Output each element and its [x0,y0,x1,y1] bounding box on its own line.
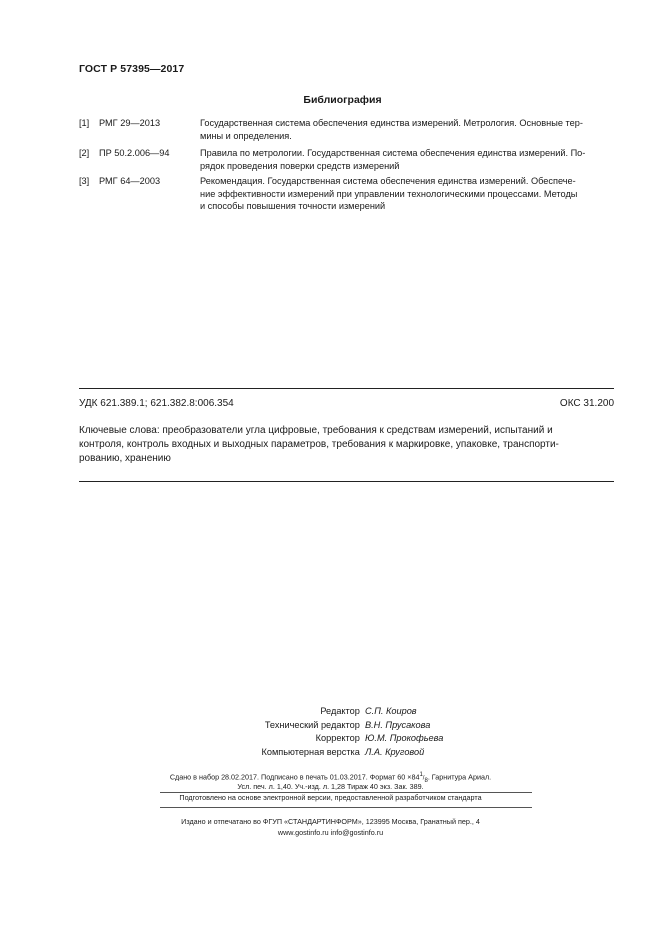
bibliography-title: Библиография [303,94,382,106]
format-superscript: 1 [419,772,423,778]
reference-code: ПР 50.2.006—94 [99,148,170,158]
staff-name: С.П. Кouров [365,706,417,716]
staff-role: Компьютерная верстка [261,746,360,757]
staff-credits [150,705,444,759]
reference-text-line: и способы повышения точности измерений [200,201,386,212]
divider [79,388,614,389]
reference-text-line: мины и определения. [200,130,292,141]
imprint-line: Усл. печ. л. 1,40. Уч.-изд. л. 1,28 Тираж 40 экз. Зак. 389. [237,782,424,791]
document-code: ГОСТ Р 57395—2017 [79,63,185,75]
divider [160,807,532,808]
format-subscript: 8 [424,777,428,784]
reference-text [200,147,614,172]
reference-code: РМГ 29—2013 [99,118,161,128]
reference-text-line: Правила по метрологии. Государственная система обеспечения единства измерений. По- [200,148,586,158]
reference-text [200,175,614,213]
imprint-text: Сдано в набор 28.02.2017. Подписано в печать 01.03.2017. Формат 60 ×84 [169,772,420,782]
staff-line [150,705,430,719]
keywords [79,424,614,466]
reference-text-line: Рекомендация. Государственная система обеспечения единства измерений. Обеспече- [200,176,576,186]
divider [79,481,614,482]
staff-role: Редактор [320,706,360,716]
reference-number: [3] [79,176,90,186]
reference-text-line: Государственная система обеспечения единства измерений. Метрология. Основные тер- [200,118,583,128]
reference-text [200,117,614,142]
keywords-line: Ключевые слова: преобразователи угла цифровые, требования к средствам измерений, испытаний и [79,425,553,436]
oks-code: ОКС 31.200 [559,398,614,409]
staff-line [150,732,444,746]
keywords-line: контроля, контроль входных и выходных параметров, требования к маркировке, упаковке, транспорти- [79,439,559,450]
imprint-line: Подготовлено на основе электронной версии, предоставленной разработчиком стандарта [179,793,482,802]
staff-name: Ю.М. Прокофьева [365,733,444,743]
reference-text-line: ние эффективности измерений при управлении технологическими процессами. Методы [200,188,578,199]
reference-number: [2] [79,148,90,158]
imprint-line: Издано и отпечатано во ФГУП «СТАНДАРТИНФОРМ», 123995 Москва, Гранатный пер., 4 [181,817,480,826]
reference-code: РМГ 64—2003 [99,176,161,186]
staff-line [150,746,430,760]
staff-role: Технический редактор [264,719,360,730]
keywords-line: рованию, хранению [79,453,171,464]
reference-text-line: рядок проведения поверки средств измерений [200,160,400,171]
udk-code: УДК 621.389.1; 621.382.8:006.354 [79,398,234,409]
staff-name: Л.А. Круговой [365,746,425,757]
staff-line [150,719,430,733]
reference-number: [1] [79,118,90,128]
staff-role: Корректор [315,733,360,743]
imprint-text: . Гарнитура Ариал. [427,772,492,782]
staff-name: В.Н. Прусакова [365,719,431,730]
imprint-line: www.gostinfo.ru info@gostinfo.ru [277,828,384,837]
imprint-line: Сдано в набор 28.02.2017. Подписано в печать 01.03.2017. Формат $60 \times 84^1/_8$. Гарнитура Ариал. [169,772,492,784]
